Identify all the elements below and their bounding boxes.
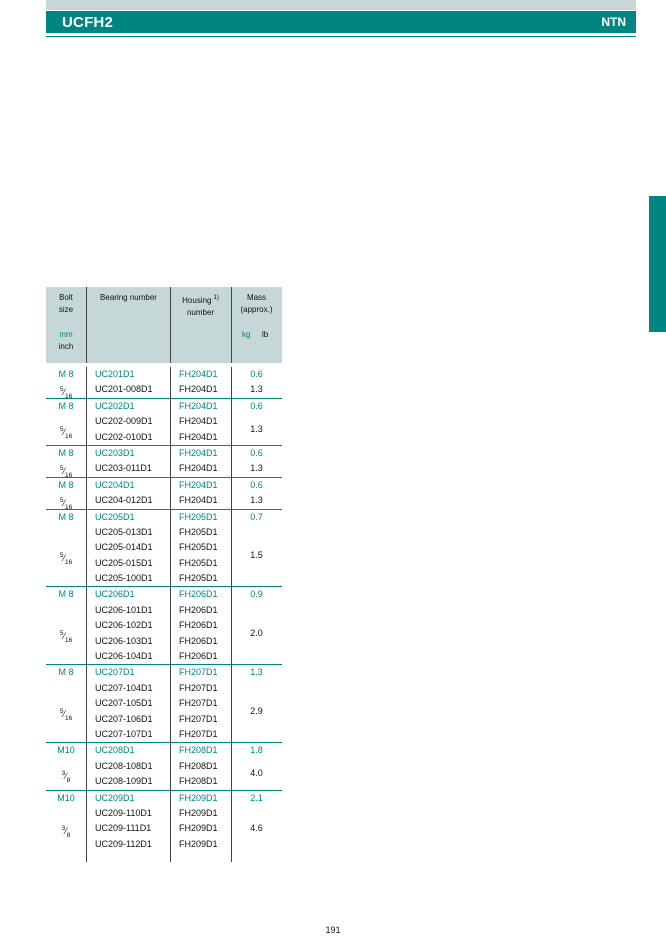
table-row	[46, 399, 282, 414]
col-mass-line1: Mass	[246, 293, 267, 302]
mass-lb: 1.3	[250, 423, 263, 434]
housing-number: FH209D1	[179, 807, 218, 818]
bearing-number: UC201-008D1	[95, 384, 153, 395]
bearing-number: UC206D1	[95, 589, 135, 600]
fraction-numerator: 5	[59, 465, 64, 473]
page-number: 191	[325, 925, 341, 935]
unit-mm: mm	[59, 330, 73, 339]
mass-lb: 4.6	[250, 823, 263, 834]
mass-kg: 0.7	[250, 511, 263, 522]
housing-number: FH206D1	[179, 651, 218, 662]
mass-kg: 0.9	[250, 589, 263, 600]
table-row-group	[46, 446, 282, 478]
bolt-size-metric: M 8	[58, 479, 74, 490]
table-row-group	[46, 743, 282, 790]
header-divider-2	[170, 287, 171, 363]
housing-number: FH206D1	[179, 604, 218, 615]
bearing-number: UC205-014D1	[95, 542, 153, 553]
table-row	[46, 806, 282, 821]
housing-number: FH204D1	[179, 369, 218, 379]
housing-number: FH204D1	[179, 431, 218, 442]
housing-number: FH204D1	[179, 447, 218, 458]
housing-footnote: 1)	[213, 295, 219, 301]
table-row	[46, 367, 282, 382]
bolt-size-metric: M 8	[58, 447, 74, 458]
fraction-denominator: 16	[64, 472, 73, 480]
housing-number: FH207D1	[179, 713, 218, 724]
table-row-group	[46, 367, 282, 399]
bolt-size-metric: M10	[57, 792, 75, 803]
fraction-denominator: 16	[64, 636, 73, 644]
housing-number: FH204D1	[179, 479, 218, 490]
bearing-number: UC209-111D1	[95, 823, 152, 834]
housing-number: FH205D1	[179, 511, 218, 522]
col-bearing-number: Bearing number	[100, 293, 157, 302]
bearing-number: UC206-104D1	[95, 651, 153, 662]
table-row	[46, 681, 282, 696]
housing-number: FH208D1	[179, 760, 218, 771]
fraction-numerator: 5	[59, 425, 64, 433]
bearing-number: UC208-108D1	[95, 760, 153, 771]
mass-kg: 2.1	[250, 792, 263, 803]
housing-number: FH207D1	[179, 682, 218, 693]
col-housing-line1: Housing	[182, 295, 212, 305]
bearing-number: UC206-101D1	[95, 604, 153, 615]
bearing-number: UC204-012D1	[95, 495, 153, 506]
bearing-number: UC205D1	[95, 511, 135, 522]
housing-number: FH207D1	[179, 667, 218, 678]
bearing-number: UC202D1	[95, 400, 135, 411]
table-row	[46, 603, 282, 618]
table-row	[46, 446, 282, 461]
bolt-size-inch: $^5⁄_{16}$	[59, 552, 73, 566]
bolt-size-inch: $^5⁄_{16}$	[59, 465, 73, 480]
fraction-denominator: 16	[64, 558, 73, 566]
bearing-number: UC202-010D1	[95, 431, 153, 442]
mass-lb: 2.9	[250, 705, 263, 716]
mass-kg: 0.6	[250, 369, 263, 379]
header-divider-1	[86, 287, 87, 363]
bearing-number: UC203-011D1	[95, 463, 152, 474]
mass-kg: 0.6	[250, 400, 263, 411]
col-bolt-size	[46, 292, 86, 316]
brand-logo: NTN	[601, 15, 626, 29]
table-row	[46, 510, 282, 525]
housing-number: FH208D1	[179, 745, 218, 756]
bearing-number: UC207-106D1	[95, 713, 153, 724]
page-title: UCFH2	[62, 13, 114, 31]
table-row-group	[46, 510, 282, 588]
fraction-denominator: 16	[64, 432, 73, 440]
col-mass-line2: (approx.)	[240, 305, 273, 314]
fraction-denominator: 16	[64, 503, 73, 511]
bearing-number: UC209D1	[95, 792, 135, 803]
fraction-numerator: 3	[61, 825, 66, 833]
housing-number: FH205D1	[179, 526, 218, 537]
mass-kg: 0.6	[250, 447, 263, 458]
table-row	[46, 587, 282, 602]
fraction-denominator: 16	[64, 393, 73, 401]
table-row-group	[46, 587, 282, 665]
mass-lb: 1.3	[250, 384, 263, 395]
bearing-number: UC205-013D1	[95, 526, 153, 537]
mass-lb: 1.3	[250, 495, 263, 506]
fraction-numerator: 5	[59, 707, 64, 715]
housing-number: FH209D1	[179, 838, 218, 849]
table-row	[46, 478, 282, 493]
housing-number: FH205D1	[179, 557, 218, 568]
housing-number: FH208D1	[179, 776, 218, 787]
table-row	[46, 727, 282, 742]
header-divider	[46, 36, 636, 37]
housing-number: FH204D1	[179, 416, 218, 427]
bolt-size-metric: M10	[57, 745, 75, 756]
housing-number: FH204D1	[179, 463, 218, 474]
mass-lb: 2.0	[250, 627, 263, 638]
unit-lb: lb	[262, 330, 269, 339]
bolt-size-inch: $^5⁄_{16}$	[59, 497, 73, 511]
fraction-denominator: 8	[66, 832, 71, 840]
bolt-size-metric: M 8	[58, 400, 74, 411]
housing-number: FH205D1	[179, 573, 218, 584]
table-row-group	[46, 399, 282, 446]
housing-number: FH204D1	[179, 400, 218, 411]
bearing-number: UC201D1	[95, 369, 135, 379]
col-mass	[231, 292, 282, 316]
bearing-number: UC204D1	[95, 479, 135, 490]
column-divider	[231, 367, 232, 862]
column-divider	[86, 367, 87, 862]
bearing-number: UC206-102D1	[95, 620, 153, 631]
mass-lb: 4.0	[250, 768, 263, 779]
housing-number: FH206D1	[179, 635, 218, 646]
table-row	[46, 649, 282, 664]
bearing-number: UC205-015D1	[95, 557, 153, 568]
housing-number: FH209D1	[179, 823, 218, 834]
bearing-number: UC202-009D1	[95, 416, 153, 427]
bearing-number: UC207D1	[95, 667, 135, 678]
housing-number: FH207D1	[179, 698, 218, 709]
col-housing-number	[170, 292, 231, 319]
table-row-group	[46, 665, 282, 743]
bolt-size-inch: $^3⁄_8$	[61, 770, 71, 785]
unit-kg: kg	[242, 330, 251, 339]
bolt-size-inch: $^5⁄_{16}$	[59, 425, 73, 440]
bearing-number: UC208D1	[95, 745, 135, 756]
column-divider	[170, 367, 171, 862]
fraction-numerator: 5	[59, 629, 64, 637]
mass-kg: 0.6	[250, 479, 263, 490]
housing-number: FH205D1	[179, 542, 218, 553]
mass-kg: 1.8	[250, 745, 263, 756]
bearing-number: UC207-107D1	[95, 728, 153, 739]
table-row	[46, 525, 282, 540]
bolt-size-inch: $^5⁄_{16}$	[59, 629, 73, 644]
table-row	[46, 665, 282, 680]
bolt-size-inch: $^5⁄_{16}$	[59, 386, 73, 401]
bearing-number: UC206-103D1	[95, 635, 153, 646]
col-bolt-line1: Bolt	[59, 293, 73, 302]
header-top-band	[46, 0, 636, 10]
housing-number: FH206D1	[179, 620, 218, 631]
table-body	[46, 367, 282, 862]
bolt-size-metric: M 8	[58, 511, 74, 522]
bearing-number: UC207-104D1	[95, 682, 153, 693]
table-row	[46, 571, 282, 586]
housing-number: FH206D1	[179, 589, 218, 600]
header-divider-3	[231, 287, 232, 363]
mass-kg: 1.3	[250, 667, 263, 678]
table-row-group	[46, 478, 282, 510]
fraction-numerator: 3	[61, 770, 66, 778]
bearing-number: UC208-109D1	[95, 776, 153, 787]
unit-inch: inch	[58, 342, 74, 351]
bolt-size-inch: $^3⁄_8$	[61, 825, 71, 840]
mass-lb: 1.3	[250, 463, 263, 474]
col-bolt-line2: size	[58, 305, 74, 314]
table-row	[46, 791, 282, 806]
housing-number: FH204D1	[179, 384, 218, 395]
bolt-size-metric: M 8	[58, 667, 74, 678]
housing-number: FH207D1	[179, 728, 218, 739]
col-housing-line2: number	[186, 307, 215, 317]
bearing-number: UC205-100D1	[95, 573, 153, 584]
bearing-number: UC207-105D1	[95, 698, 153, 709]
section-side-tab	[649, 196, 666, 332]
bearing-number: UC209-112D1	[95, 838, 152, 849]
fraction-denominator: 8	[66, 777, 71, 785]
housing-number: FH204D1	[179, 495, 218, 506]
housing-number: FH209D1	[179, 792, 218, 803]
fraction-numerator: 5	[59, 386, 64, 394]
bolt-size-inch: $^5⁄_{16}$	[59, 707, 73, 722]
table-header	[46, 287, 282, 363]
table-row	[46, 743, 282, 758]
bearing-number: UC203D1	[95, 447, 135, 458]
fraction-numerator: 5	[59, 552, 64, 559]
bearing-number: UC209-110D1	[95, 807, 152, 818]
fraction-numerator: 5	[59, 497, 64, 505]
table-row-group	[46, 791, 282, 863]
mass-lb: 1.5	[250, 550, 263, 560]
dimension-table	[46, 287, 282, 862]
fraction-denominator: 16	[64, 714, 73, 722]
bolt-size-metric: M 8	[58, 369, 74, 379]
bolt-size-metric: M 8	[58, 589, 74, 600]
header-bar	[46, 11, 636, 33]
